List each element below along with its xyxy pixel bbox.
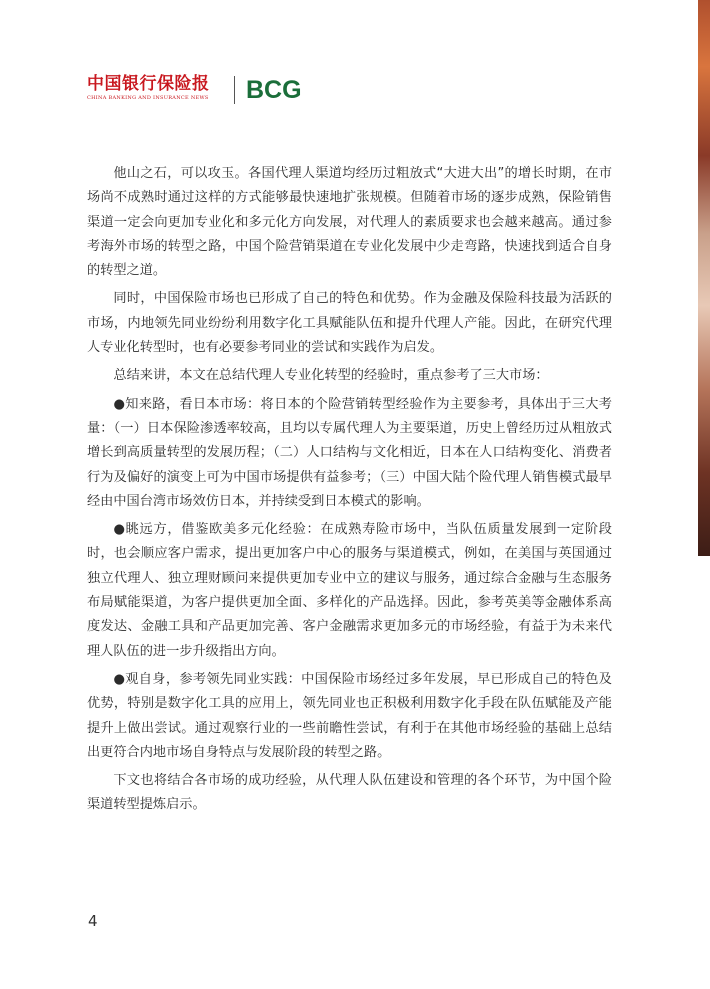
brand-en: CHINA BANKING AND INSURANCE NEWS — [87, 95, 209, 101]
paragraph: ●知来路，看日本市场：将日本的个险营销转型经验作为主要参考，具体出于三大考量：（一）日本保险渗透率较高，且均以专属代理人为主要渠道，历史上曾经历过从粗放式增长到高质量转型的发展历程；（二）人口结构与文化相近，日本在人口结构变化、消费者行为及偏好的演变上可为中国市场提供有益参考；（三）中国大陆个险代理人销售模式最早经由中国台湾市场效仿日本，并持续受到日本模式的影响。 — [87, 396, 612, 509]
body-text — [87, 162, 612, 822]
paragraph: 同时，中国保险市场也已形成了自己的特色和优势。作为金融及保险科技最为活跃的市场，内地领先同业纷纷利用数字化工具赋能队伍和提升代理人产能。因此，在研究代理人专业化转型时，也有必要参考同业的尝试和实践作为启发。 — [87, 291, 612, 356]
logo-divider — [234, 76, 235, 104]
cover-photo-strip — [698, 0, 710, 556]
cbirc-logo — [87, 74, 227, 101]
bcg-logo: BCG — [246, 76, 302, 104]
brand-cn: 中国银行保险报 — [87, 74, 210, 94]
paragraph: 下文也将结合各市场的成功经验，从代理人队伍建设和管理的各个环节，为中国个险渠道转型提炼启示。 — [87, 773, 612, 813]
page-number: 4 — [88, 912, 98, 930]
paragraph: ●观自身，参考领先同业实践：中国保险市场经过多年发展，早已形成自己的特色及优势，特别是数字化工具的应用上，领先同业也正积极利用数字化手段在队伍赋能及产能提升上做出尝试。通过观察行业的一些前瞻性尝试，有利于在其他市场经验的基础上总结出更符合内地市场自身特点与发展阶段的转型之路。 — [87, 671, 612, 760]
paragraph: ●眺远方，借鉴欧美多元化经验：在成熟寿险市场中，当队伍质量发展到一定阶段时，也会顺应客户需求，提出更加客户中心的服务与渠道模式，例如，在美国与英国通过独立代理人、独立理财顾问来提供更加专业中立的建议与服务，通过综合金融与生态服务布局赋能渠道，为客户提供更加全面、多样化的产品选择。因此，参考英美等金融体系高度发达、金融工具和产品更加完善、客户金融需求更加多元的市场经验，有益于为未来代理人队伍的进一步升级指出方向。 — [87, 522, 612, 659]
paragraph: 总结来讲，本文在总结代理人专业化转型的经验时，重点参考了三大市场： — [113, 368, 549, 384]
paragraph: 他山之石，可以攻玉。各国代理人渠道均经历过粗放式“大进大出”的增长时期，在市场尚不成熟时通过这样的方式能够最快速地扩张规模。但随着市场的逐步成熟，保险销售渠道一定会向更加专业化和多元化方向发展，对代理人的素质要求也会越来越高。通过参考海外市场的转型之路，中国个险营销渠道在专业化发展中少走弯路，快速找到适合自身的转型之道。 — [87, 166, 612, 279]
page-header — [87, 74, 327, 108]
